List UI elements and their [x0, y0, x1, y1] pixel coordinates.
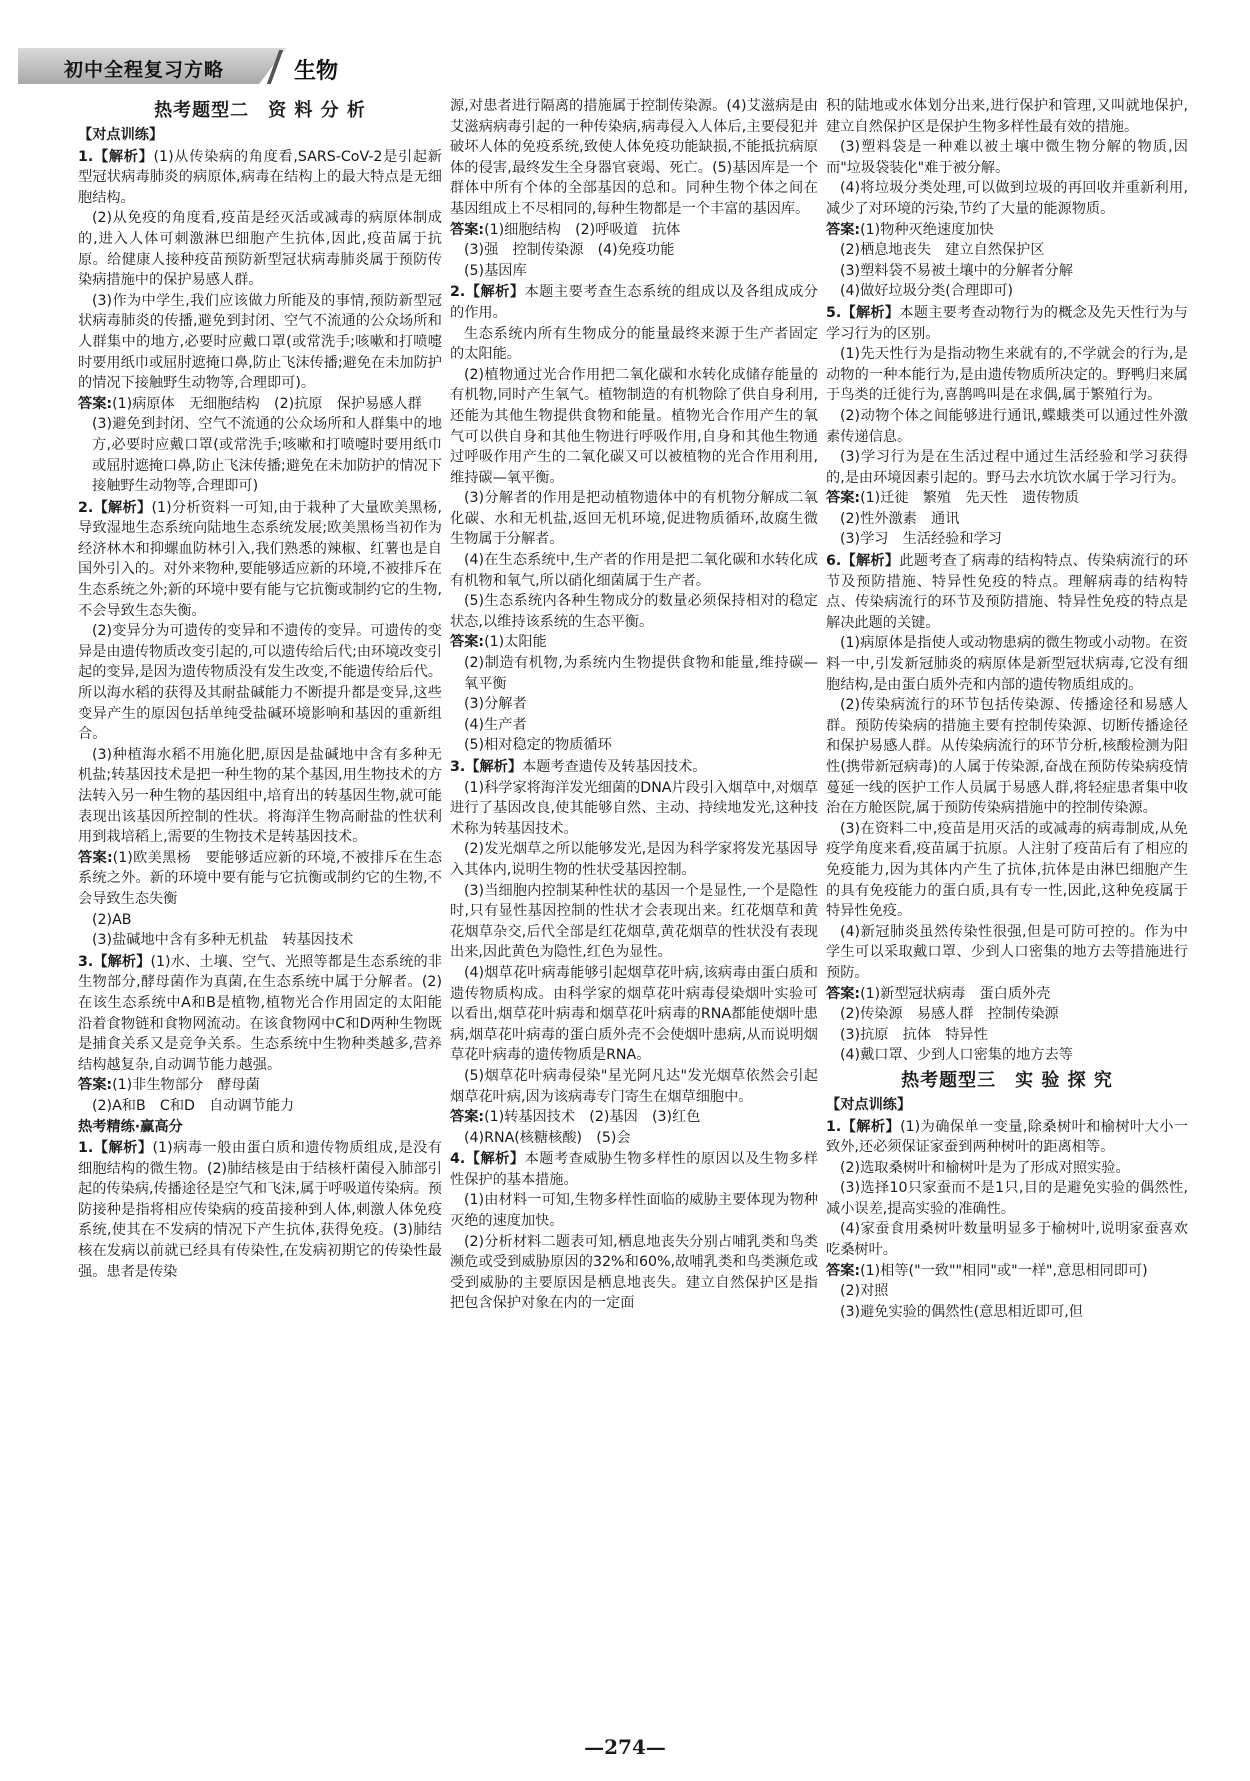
analysis-text: 本题主要考查动物行为的概念及先天性行为与学习行为的区别。 [826, 304, 1188, 342]
analysis-label: 【解析】 [93, 148, 154, 165]
analysis-text: (1)水、土壤、空气、光照等都是生态系统的非生物部分,酵母菌作为真菌,在生态系统中属于分解者。(2)在该生态系统中A和B是植物,植物光合作用固定的太阳能沿着食物链和食物网流动。在该食物网中C和D两种生物既是捕食关系又是竞争关系。生态系统中生物种类越多,营养结构越复杂,自动调节能力越强。 [78, 953, 442, 1073]
paragraph: (1)先天性行为是指动物生来就有的,不学就会的行为,是动物的一种本能行为,是由遗传物质所决定的。野鸭归来属于鸟类的迁徙行为,喜鹊鸣叫是在求偶,属于繁殖行为。 [826, 346, 1188, 404]
answer-line: (2)制造有机物,为系统内生物提供食物和能量,维持碳—氧平衡 [464, 655, 818, 692]
answer-line: (2)对照 [840, 1283, 889, 1300]
question-number: 2. [78, 499, 94, 516]
answer-label: 答案: [826, 1262, 861, 1279]
answer-label: 答案: [78, 1077, 113, 1094]
answer-line: (4)RNA(核糖核酸) (5)会 [464, 1129, 631, 1146]
paragraph: (3)当细胞内控制某种性状的基因一个是显性,一个是隐性时,只有显性基因控制的性状才会表现出来。红花烟草和黄花烟草杂交,后代全部是红花烟草,黄花烟草的性状没有表现出来,因此黄色为隐性,红色为显性。 [450, 882, 818, 961]
question-analysis [450, 1149, 818, 1190]
analysis-label: 【解析】 [465, 759, 523, 775]
answer-text: (1)病原体 无细胞结构 (2)抗原 保护易感人群 [112, 395, 422, 412]
answer-text: (1)物种灭绝速度加快 [860, 221, 994, 238]
analysis-label: 【解析】 [465, 1151, 525, 1168]
question-number: 2. [450, 284, 466, 301]
subsection-label: 【对点训练】 [78, 127, 164, 143]
answer-line: (2)栖息地丧失 建立自然保护区 [840, 242, 1045, 259]
answer-line: (3)避免实验的偶然性(意思相近即可,但 [840, 1303, 1083, 1320]
analysis-text: (1)分析资料一可知,由于栽种了大量欧美黑杨,导致湿地生态系统向陆地生态系统发展;欧美黑杨当初作为经济林木和抑螺血防林引入,我们熟悉的辣椒、红薯也是自国外引入的。对外来物种,要能够适应新的环境,不被排斥在生态系统之外;新的环境中要有能与它抗衡或制约它的生物,不会导致生态失衡。 [78, 499, 442, 619]
analysis-text: 本题考查威胁生物多样性的原因以及生物多样性保护的基本措施。 [450, 1151, 818, 1188]
answer-text: (1)细胞结构 (2)呼吸道 抗体 [484, 221, 681, 238]
paragraph: 生态系统内所有生物成分的能量最终来源于生产者固定的太阳能。 [450, 325, 818, 363]
answer-line [826, 220, 1188, 241]
answer-line: (2)性外激素 通讯 [840, 510, 960, 527]
answer-line: (3)避免到封闭、空气不流通的公众场所和人群集中的地方,必要时应戴口罩(或常洗手;咳嗽和打喷嚏时要用纸巾或屈肘遮掩口鼻,防止飞沫传播;避免在未加防护的情况下接触野生动物等,合理即可) [92, 416, 442, 495]
answer-line [78, 394, 442, 415]
column-right [826, 96, 1188, 1721]
analysis-label: 【解析】 [465, 284, 525, 301]
answer-text: (1)新型冠状病毒 蛋白质外壳 [860, 985, 1051, 1002]
answer-line [78, 1075, 442, 1096]
paragraph: (2)发光烟草之所以能够发光,是因为科学家将发光基因导入其体内,说明生物的性状受基因控制。 [450, 841, 818, 878]
section-title: 热考题型三 实 验 探 究 [901, 1069, 1113, 1091]
paragraph: (1)科学家将海洋发光细菌的DNA片段引入烟草中,对烟草进行了基因改良,使其能够自然、主动、持续地发光,这种技术称为转基因技术。 [450, 779, 818, 837]
answer-text: (1)迁徙 繁殖 先天性 遗传物质 [860, 490, 1079, 507]
question-number: 6. [826, 553, 842, 570]
question-analysis [826, 303, 1188, 344]
answer-line: (2)传染源 易感人群 控制传染源 [840, 1006, 1059, 1023]
answer-label: 答案: [450, 634, 485, 651]
paragraph: (3)选择10只家蚕而不是1只,目的是避免实验的偶然性,减小误差,提高实验的准确性。 [826, 1180, 1188, 1217]
question-analysis [826, 551, 1188, 633]
answer-line [78, 848, 442, 910]
paragraph: 积的陆地或水体划分出来,进行保护和管理,又叫就地保护,建立自然保护区是保护生物多样性最有效的措施。 [826, 98, 1188, 135]
answer-line [450, 220, 818, 241]
answer-label: 答案: [826, 490, 861, 507]
paragraph: (5)烟草花叶病毒侵染"星光阿凡达"发光烟草依然会引起烟草花叶病,因为该病毒专门寄生在烟草细胞中。 [450, 1067, 818, 1105]
question-analysis [78, 952, 442, 1076]
question-analysis [78, 147, 442, 209]
question-number: 1. [78, 1140, 94, 1157]
answer-line: (5)相对稳定的物质循环 [464, 737, 612, 754]
analysis-text: 本题考查遗传及转基因技术。 [522, 759, 707, 775]
answer-text: (1)欧美黑杨 要能够适应新的环境,不被排斥在生态系统之外。新的环境中要有能与它抗衡或制约它的生物,不会导致生态失衡 [78, 849, 442, 907]
analysis-label: 【解析】 [93, 1140, 153, 1157]
paragraph: (2)变异分为可遗传的变异和不遗传的变异。可遗传的变异是由遗传物质改变引起的,可以遗传给后代;由环境改变引起的变异,是因为遗传物质没有发生改变,不能遗传给后代。所以海水稻的获得及其耐盐碱能力不断提升都是变异,这些变异产生的原因包括单纯受盐碱环境影响和基因的重新组合。 [78, 623, 442, 743]
answer-text: (1)非生物部分 酵母菌 [112, 1077, 260, 1094]
answer-text: (1)太阳能 [484, 634, 547, 651]
question-number: 1. [826, 1118, 842, 1135]
analysis-text: (1)病毒一般由蛋白质和遗传物质组成,是没有细胞结构的微生物。(2)肺结核是由于结核杆菌侵入肺部引起的传染病,传播途径是空气和飞沫,属于呼吸道传染病。预防接种是指将相应传染病的疫苗接种到人体,刺激人体免疫系统,使其在不发病的情况下产生抗体,获得免疫。(3)肺结核在发病以前就已经具有传染性,在发病初期它的传染性最强。患者是传染 [78, 1140, 442, 1280]
analysis-label: 【解析】 [93, 953, 151, 970]
paragraph: (5)生态系统内各种生物成分的数量必须保持相对的稳定状态,以维持该系统的生态平衡。 [450, 593, 818, 630]
answer-line [450, 1107, 818, 1128]
answer-line: (4)戴口罩、少到人口密集的地方去等 [840, 1047, 1073, 1064]
question-analysis [450, 282, 818, 323]
paragraph: 源,对患者进行隔离的措施属于控制传染源。(4)艾滋病是由艾滋病病毒引起的一种传染病,病毒侵入人体后,主要侵犯并破坏人体的免疫系统,致使人体免疫功能缺损,不能抵抗病原体的侵害,最终发生全身器官衰竭、死亡。(5)基因库是一个群体中所有个体的全部基因的总和。同种生物个体之间在基因组成上不尽相同的,每种生物都是一个丰富的基因库。 [450, 98, 818, 217]
analysis-label: 【解析】 [841, 1118, 901, 1135]
paragraph: (4)将垃圾分类处理,可以做到垃圾的再回收并重新利用,减少了对环境的污染,节约了大量的能源物质。 [826, 180, 1188, 217]
answer-label: 答案: [826, 985, 861, 1002]
question-analysis [826, 1117, 1188, 1158]
column-left [78, 96, 442, 1721]
paragraph: (3)作为中学生,我们应该做力所能及的事情,预防新型冠状病毒肺炎的传播,避免到封闭、空气不流通的公众场所和人群集中的地方,必要时应戴口罩(或常洗手;咳嗽和打喷嚏时要用纸巾或屈肘遮掩口鼻,防止飞沫传播;避免在未加防护的情况下接触野生动物等,合理即可)。 [78, 292, 442, 392]
question-analysis [78, 1138, 442, 1282]
answer-line [450, 632, 818, 653]
answer-line: (3)强 控制传染源 (4)免疫功能 [464, 242, 675, 259]
analysis-text: (1)为确保单一变量,除桑树叶和榆树叶大小一致外,还必须保证家蚕到两种树叶的距离相等。 [826, 1118, 1188, 1156]
answer-text: (1)相等("一致""相同"或"一样",意思相同即可) [860, 1262, 1148, 1279]
answer-line: (3)分解者 [464, 696, 527, 713]
paragraph: (3)分解者的作用是把动植物遗体中的有机物分解成二氧化碳、水和无机盐,返回无机环境,促进物质循环,故腐生微生物属于分解者。 [450, 490, 818, 548]
paragraph: (2)从免疫的角度看,疫苗是经灭活或减毒的病原体制成的,进入人体可刺激淋巴细胞产生抗体,因此,疫苗属于抗原。给健康人接种疫苗预防新型冠状病毒肺炎属于预防传染病措施中的保护易感人群。 [78, 210, 442, 289]
paragraph: (4)在生态系统中,生产者的作用是把二氧化碳和水转化成有机物和氧气,所以硝化细菌属于生产者。 [450, 552, 818, 589]
answer-text: (1)转基因技术 (2)基因 (3)红色 [484, 1109, 701, 1126]
answer-line: (2)AB [92, 911, 132, 928]
answer-line: (4)生产者 [464, 716, 527, 733]
question-number: 5. [826, 304, 842, 321]
answer-line: (4)做好垃圾分类(合理即可) [840, 283, 1014, 300]
answer-line [826, 984, 1188, 1005]
answer-label: 答案: [450, 221, 485, 238]
paragraph: (4)烟草花叶病毒能够引起烟草花叶病,该病毒由蛋白质和遗传物质构成。由科学家的烟草花叶病毒侵染烟叶实验可以看出,烟草花叶病毒和烟草花叶病毒的RNA都能使烟叶患病,烟草花叶病毒的蛋白质外壳不会使烟叶患病,从而说明烟草花叶病毒的遗传物质是RNA。 [450, 964, 818, 1064]
paragraph: (1)病原体是指使人或动物患病的微生物或小动物。在资料一中,引发新冠肺炎的病原体是新型冠状病毒,它没有细胞结构,是由蛋白质外壳和内部的遗传物质组成的。 [826, 635, 1188, 693]
question-number: 3. [450, 759, 466, 775]
analysis-text: (1)从传染病的角度看,SARS-CoV-2是引起新型冠状病毒肺炎的病原体,病毒在结构上的最大特点是无细胞结构。 [78, 148, 442, 206]
paragraph: (3)学习行为是在生活过程中通过生活经验和学习获得的,是由环境因素引起的。野马去水坑饮水属于学习行为。 [826, 449, 1188, 486]
page-number: —274— [584, 1735, 666, 1759]
answer-line [826, 488, 1188, 509]
subject-title: 生物 [294, 59, 339, 84]
answer-line: (2)A和B C和D 自动调节能力 [92, 1097, 295, 1114]
question-number: 3. [78, 953, 94, 970]
paragraph: (2)植物通过光合作用把二氧化碳和水转化成储存能量的有机物,同时产生氧气。植物制造的有机物除了供自身利用,还能为其他生物提供食物和能量。植物光合作用产生的氧气可以供自身和其他生物进行呼吸作用,自身和其他生物通过呼吸作用产生的二氧化碳又可以被植物的光合作用利用,维持碳—氧平衡。 [450, 366, 818, 486]
question-number: 1. [78, 148, 94, 165]
paragraph: (1)由材料一可知,生物多样性面临的威胁主要体现为物种灭绝的速度加快。 [450, 1192, 818, 1230]
answer-line: (3)塑料袋不易被土壤中的分解者分解 [840, 262, 1073, 279]
analysis-text: 本题主要考查生态系统的组成以及各组成成分的作用。 [450, 284, 818, 321]
book-series-title: 初中全程复习方略 [64, 59, 225, 81]
answer-label: 答案: [78, 395, 113, 412]
paragraph: (3)在资料二中,疫苗是用灭活的或减毒的病毒制成,从免疫学角度来看,疫苗属于抗原。人注射了疫苗后有了相应的免疫能力,因为其体内产生了抗体,抗体是由淋巴细胞产生的具有免疫能力的蛋白质,具有专一性,因此,这种免疫属于特异性免疫。 [826, 820, 1188, 920]
question-analysis [78, 498, 442, 622]
answer-label: 答案: [826, 221, 861, 238]
paragraph: (3)种植海水稻不用施化肥,原因是盐碱地中含有多种无机盐;转基因技术是把一种生物的某个基因,用生物技术的方法转入另一种生物的基因组中,培育出的转基因生物,就可能表现出该基因所控制的性状。将海洋生物高耐盐的性状利用到栽培稻上,需要的生物技术是转基因技术。 [78, 746, 442, 846]
analysis-text: 此题考查了病毒的结构特点、传染病流行的环节及预防措施、特异性免疫的特点。理解病毒的结构特点、传染病流行的环节及预防措施、特异性免疫的特点是解决此题的关键。 [826, 553, 1188, 631]
subsection-label: 【对点训练】 [826, 1096, 912, 1113]
section-title: 热考题型二 资 料 分 析 [154, 100, 366, 121]
paragraph: (2)选取桑树叶和榆树叶是为了形成对照实验。 [840, 1159, 1130, 1176]
paragraph: (2)动物个体之间能够进行通讯,蝶蛾类可以通过性外激素传递信息。 [826, 407, 1188, 445]
answer-line: (3)盐碱地中含有多种无机盐 转基因技术 [92, 932, 354, 949]
analysis-label: 【解析】 [841, 553, 900, 570]
answer-label: 答案: [78, 849, 113, 866]
answer-line: (5)基因库 [464, 262, 527, 279]
analysis-label: 【解析】 [93, 499, 152, 516]
question-analysis [450, 757, 818, 778]
paragraph: (2)传染病流行的环节包括传染源、传播途径和易感人群。预防传染病的措施主要有控制传染源、切断传播途径和保护易感人群。从传染病流行的环节分析,核酸检测为阳性(携带新冠病毒)的人属于传染源,奋战在预防传染病疫情蔓延一线的医护工作人员属于易感人群,将轻症患者集中收治在方舱医院,属于预防传染病措施中的控制传染源。 [826, 697, 1188, 817]
answer-line: (3)学习 生活经验和学习 [840, 531, 1002, 548]
analysis-label: 【解析】 [841, 304, 900, 321]
question-number: 4. [450, 1151, 466, 1168]
paragraph: (4)新冠肺炎虽然传染性很强,但是可防可控的。作为中学生可以采取戴口罩、少到人口密集的地方去等措施进行预防。 [826, 923, 1188, 981]
column-middle [450, 96, 818, 1721]
paragraph: (3)塑料袋是一种难以被土壤中微生物分解的物质,因而"垃圾袋装化"难于被分解。 [826, 139, 1188, 176]
paragraph: (4)家蚕食用桑树叶数量明显多于榆树叶,说明家蚕喜欢吃桑树叶。 [826, 1221, 1188, 1259]
answer-line [826, 1261, 1188, 1282]
subsection-label: 热考精练·赢高分 [78, 1118, 183, 1135]
answer-line: (3)抗原 抗体 特异性 [840, 1026, 988, 1043]
answer-label: 答案: [450, 1109, 485, 1126]
page-header [18, 46, 1233, 86]
paragraph: (2)分析材料二题表可知,栖息地丧失分别占哺乳类和鸟类濒危或受到威胁原因的32%和60%,故哺乳类和鸟类濒危或受到威胁的主要原因是栖息地丧失。建立自然保护区是指把包含保护对象在内的一定面 [450, 1233, 818, 1312]
